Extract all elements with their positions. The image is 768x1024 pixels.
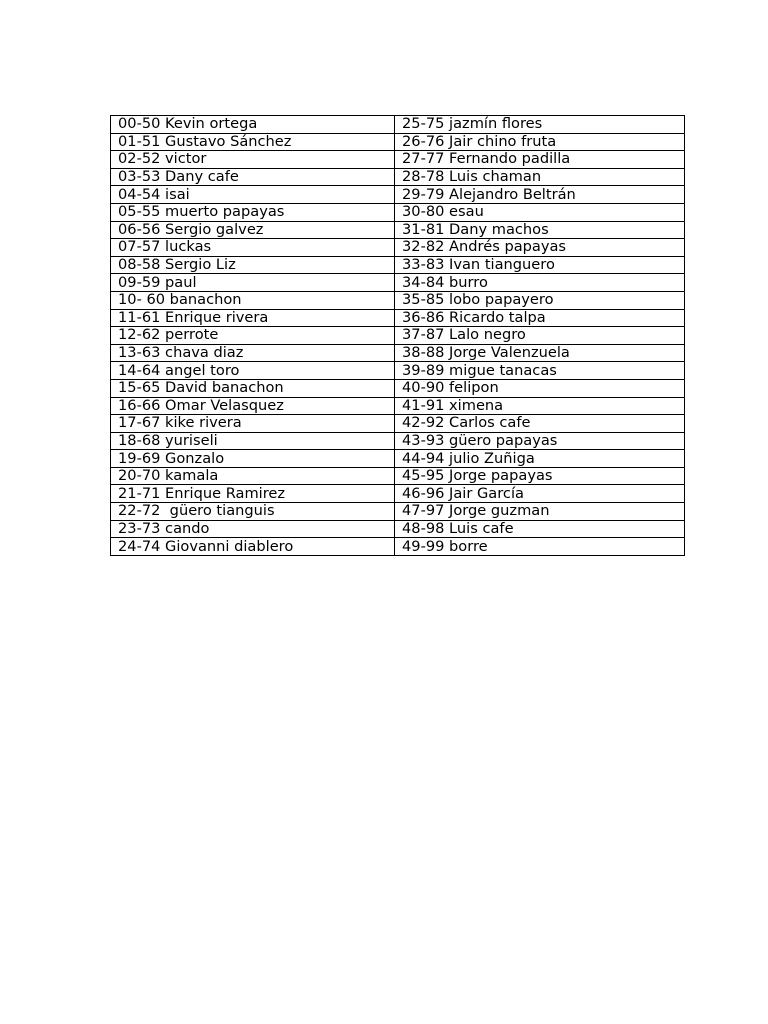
table-cell-right: 27-77 Fernando padilla (395, 151, 685, 169)
table-row (111, 450, 685, 468)
table-cell-left: 14-64 angel toro (111, 362, 395, 380)
table-cell-right: 37-87 Lalo negro (395, 327, 685, 345)
table-row (111, 327, 685, 345)
table-row (111, 362, 685, 380)
table-cell-left: 03-53 Dany cafe (111, 168, 395, 186)
table-cell-left: 17-67 kike rivera (111, 415, 395, 433)
table-cell-left: 13-63 chava diaz (111, 344, 395, 362)
table-cell-right: 28-78 Luis chaman (395, 168, 685, 186)
table-cell-right: 38-88 Jorge Valenzuela (395, 344, 685, 362)
table-row (111, 485, 685, 503)
table-cell-left: 23-73 cando (111, 520, 395, 538)
table-cell-left: 21-71 Enrique Ramirez (111, 485, 395, 503)
table-cell-left: 10- 60 banachon (111, 291, 395, 309)
table-row (111, 503, 685, 521)
table-row (111, 344, 685, 362)
table-cell-left: 20-70 kamala (111, 467, 395, 485)
roster-table-body (111, 116, 685, 556)
table-cell-right: 29-79 Alejandro Beltrán (395, 186, 685, 204)
table-cell-right: 34-84 burro (395, 274, 685, 292)
table-cell-right: 47-97 Jorge guzman (395, 503, 685, 521)
table-row (111, 291, 685, 309)
table-cell-left: 24-74 Giovanni diablero (111, 538, 395, 556)
table-cell-right: 40-90 felipon (395, 379, 685, 397)
table-cell-left: 05-55 muerto papayas (111, 203, 395, 221)
table-cell-right: 45-95 Jorge papayas (395, 467, 685, 485)
table-cell-left: 12-62 perrote (111, 327, 395, 345)
roster-table (110, 115, 685, 556)
table-cell-left: 08-58 Sergio Liz (111, 256, 395, 274)
table-row (111, 432, 685, 450)
table-cell-right: 36-86 Ricardo talpa (395, 309, 685, 327)
table-cell-right: 32-82 Andrés papayas (395, 239, 685, 257)
table-cell-right: 44-94 julio Zuñiga (395, 450, 685, 468)
table-row (111, 309, 685, 327)
table-cell-left: 18-68 yuriseli (111, 432, 395, 450)
table-cell-left: 22-72 güero tianguis (111, 503, 395, 521)
table-row (111, 538, 685, 556)
table-cell-left: 09-59 paul (111, 274, 395, 292)
table-row (111, 415, 685, 433)
table-cell-left: 19-69 Gonzalo (111, 450, 395, 468)
table-cell-left: 15-65 David banachon (111, 379, 395, 397)
table-cell-right: 35-85 lobo papayero (395, 291, 685, 309)
table-row (111, 186, 685, 204)
table-row (111, 520, 685, 538)
table-cell-left: 16-66 Omar Velasquez (111, 397, 395, 415)
table-cell-left: 01-51 Gustavo Sánchez (111, 133, 395, 151)
table-cell-right: 46-96 Jair García (395, 485, 685, 503)
table-row (111, 467, 685, 485)
table-cell-right: 48-98 Luis cafe (395, 520, 685, 538)
table-cell-right: 31-81 Dany machos (395, 221, 685, 239)
table-row (111, 221, 685, 239)
table-row (111, 116, 685, 134)
table-cell-right: 42-92 Carlos cafe (395, 415, 685, 433)
table-cell-left: 02-52 victor (111, 151, 395, 169)
table-row (111, 397, 685, 415)
table-cell-right: 25-75 jazmín flores (395, 116, 685, 134)
table-cell-right: 41-91 ximena (395, 397, 685, 415)
table-row (111, 168, 685, 186)
table-cell-right: 33-83 Ivan tianguero (395, 256, 685, 274)
table-row (111, 151, 685, 169)
table-cell-left: 00-50 Kevin ortega (111, 116, 395, 134)
table-row (111, 274, 685, 292)
table-cell-left: 06-56 Sergio galvez (111, 221, 395, 239)
table-row (111, 133, 685, 151)
table-cell-right: 30-80 esau (395, 203, 685, 221)
table-row (111, 256, 685, 274)
table-row (111, 379, 685, 397)
table-cell-right: 49-99 borre (395, 538, 685, 556)
table-cell-right: 43-93 güero papayas (395, 432, 685, 450)
table-cell-left: 07-57 luckas (111, 239, 395, 257)
table-cell-left: 11-61 Enrique rivera (111, 309, 395, 327)
table-cell-right: 39-89 migue tanacas (395, 362, 685, 380)
table-cell-right: 26-76 Jair chino fruta (395, 133, 685, 151)
table-cell-left: 04-54 isai (111, 186, 395, 204)
table-row (111, 239, 685, 257)
table-row (111, 203, 685, 221)
